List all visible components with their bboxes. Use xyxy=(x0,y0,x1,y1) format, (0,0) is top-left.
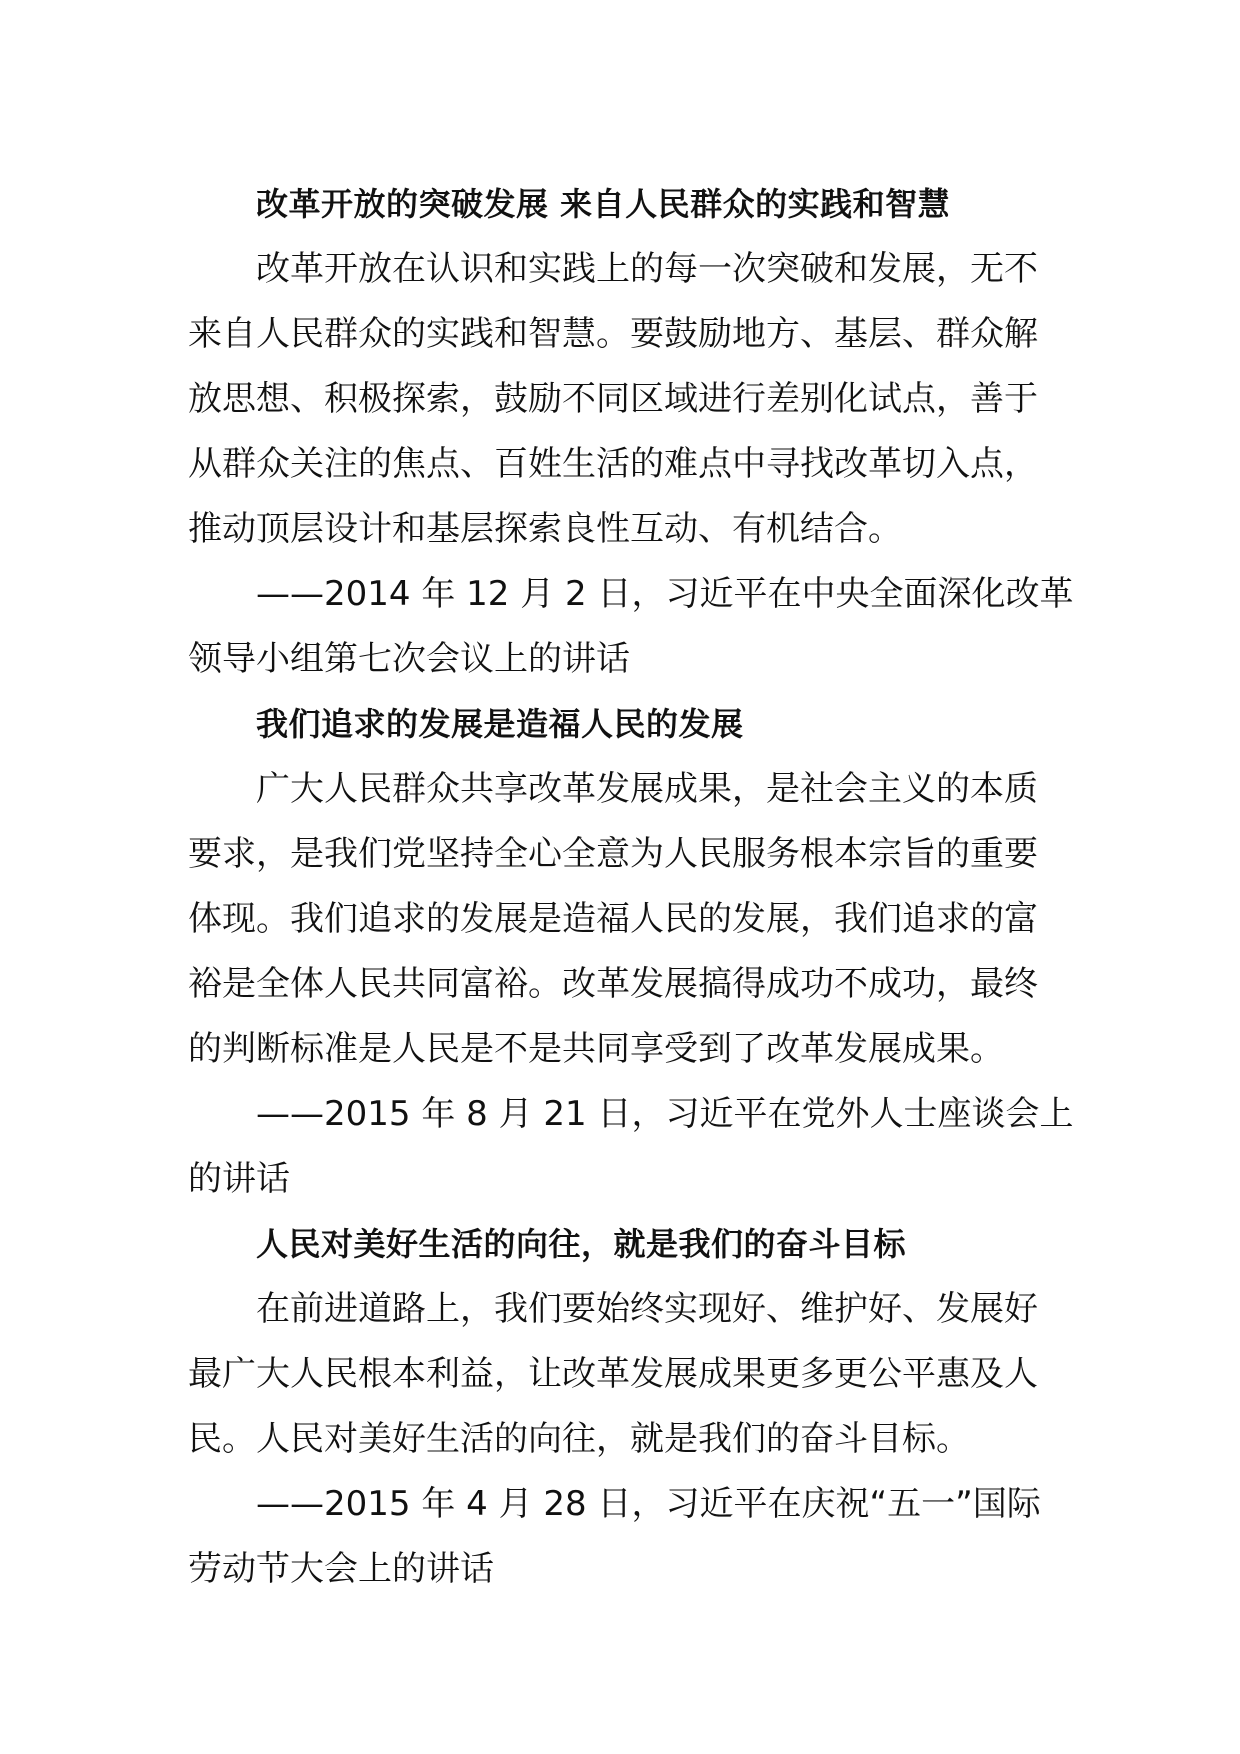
section-body xyxy=(188,237,1054,562)
document-page xyxy=(188,172,1074,1602)
body-line: 放思想、积极探索，鼓励不同区域进行差别化试点，善于 xyxy=(188,379,1038,419)
body-line: 推动顶层设计和基层探索良性互动、有机结合。 xyxy=(188,509,902,549)
source-line: ——2015 年 8 月 21 日，习近平在党外人士座谈会上 xyxy=(256,1094,1074,1134)
section-body xyxy=(188,1277,1054,1472)
source-line: 领导小组第七次会议上的讲话 xyxy=(188,639,630,679)
source-line: 的讲话 xyxy=(188,1159,290,1199)
section-3 xyxy=(188,1212,1054,1602)
body-line: 最广大人民根本利益，让改革发展成果更多更公平惠及人 xyxy=(188,1354,1038,1394)
body-line: 来自人民群众的实践和智慧。要鼓励地方、基层、群众解 xyxy=(188,314,1038,354)
source-line: ——2014 年 12 月 2 日，习近平在中央全面深化改革 xyxy=(256,574,1074,614)
section-heading: 人民对美好生活的向往，就是我们的奋斗目标 xyxy=(256,1225,907,1263)
section-heading: 我们追求的发展是造福人民的发展 xyxy=(256,705,744,743)
body-line: 民。人民对美好生活的向往，就是我们的奋斗目标。 xyxy=(188,1419,970,1459)
section-source xyxy=(188,562,1074,692)
body-line: 从群众关注的焦点、百姓生活的难点中寻找改革切入点， xyxy=(188,444,1038,484)
section-source xyxy=(188,1082,1074,1212)
body-line: 广大人民群众共享改革发展成果，是社会主义的本质 xyxy=(256,769,1038,809)
body-line: 体现。我们追求的发展是造福人民的发展，我们追求的富 xyxy=(188,899,1038,939)
section-body xyxy=(188,757,1054,1082)
body-line: 的判断标准是人民是不是共同享受到了改革发展成果。 xyxy=(188,1029,1004,1069)
section-source xyxy=(188,1472,1054,1602)
body-line: 改革开放在认识和实践上的每一次突破和发展，无不 xyxy=(256,249,1038,289)
body-line: 在前进道路上，我们要始终实现好、维护好、发展好 xyxy=(256,1289,1038,1329)
body-line: 要求，是我们党坚持全心全意为人民服务根本宗旨的重要 xyxy=(188,834,1038,874)
section-1 xyxy=(188,172,1074,692)
section-heading: 改革开放的突破发展 来自人民群众的实践和智慧 xyxy=(256,185,951,223)
source-line: ——2015 年 4 月 28 日，习近平在庆祝“五一”国际 xyxy=(256,1484,1041,1524)
body-line: 裕是全体人民共同富裕。改革发展搞得成功不成功，最终 xyxy=(188,964,1038,1004)
source-line: 劳动节大会上的讲话 xyxy=(188,1549,494,1589)
section-2 xyxy=(188,692,1074,1212)
